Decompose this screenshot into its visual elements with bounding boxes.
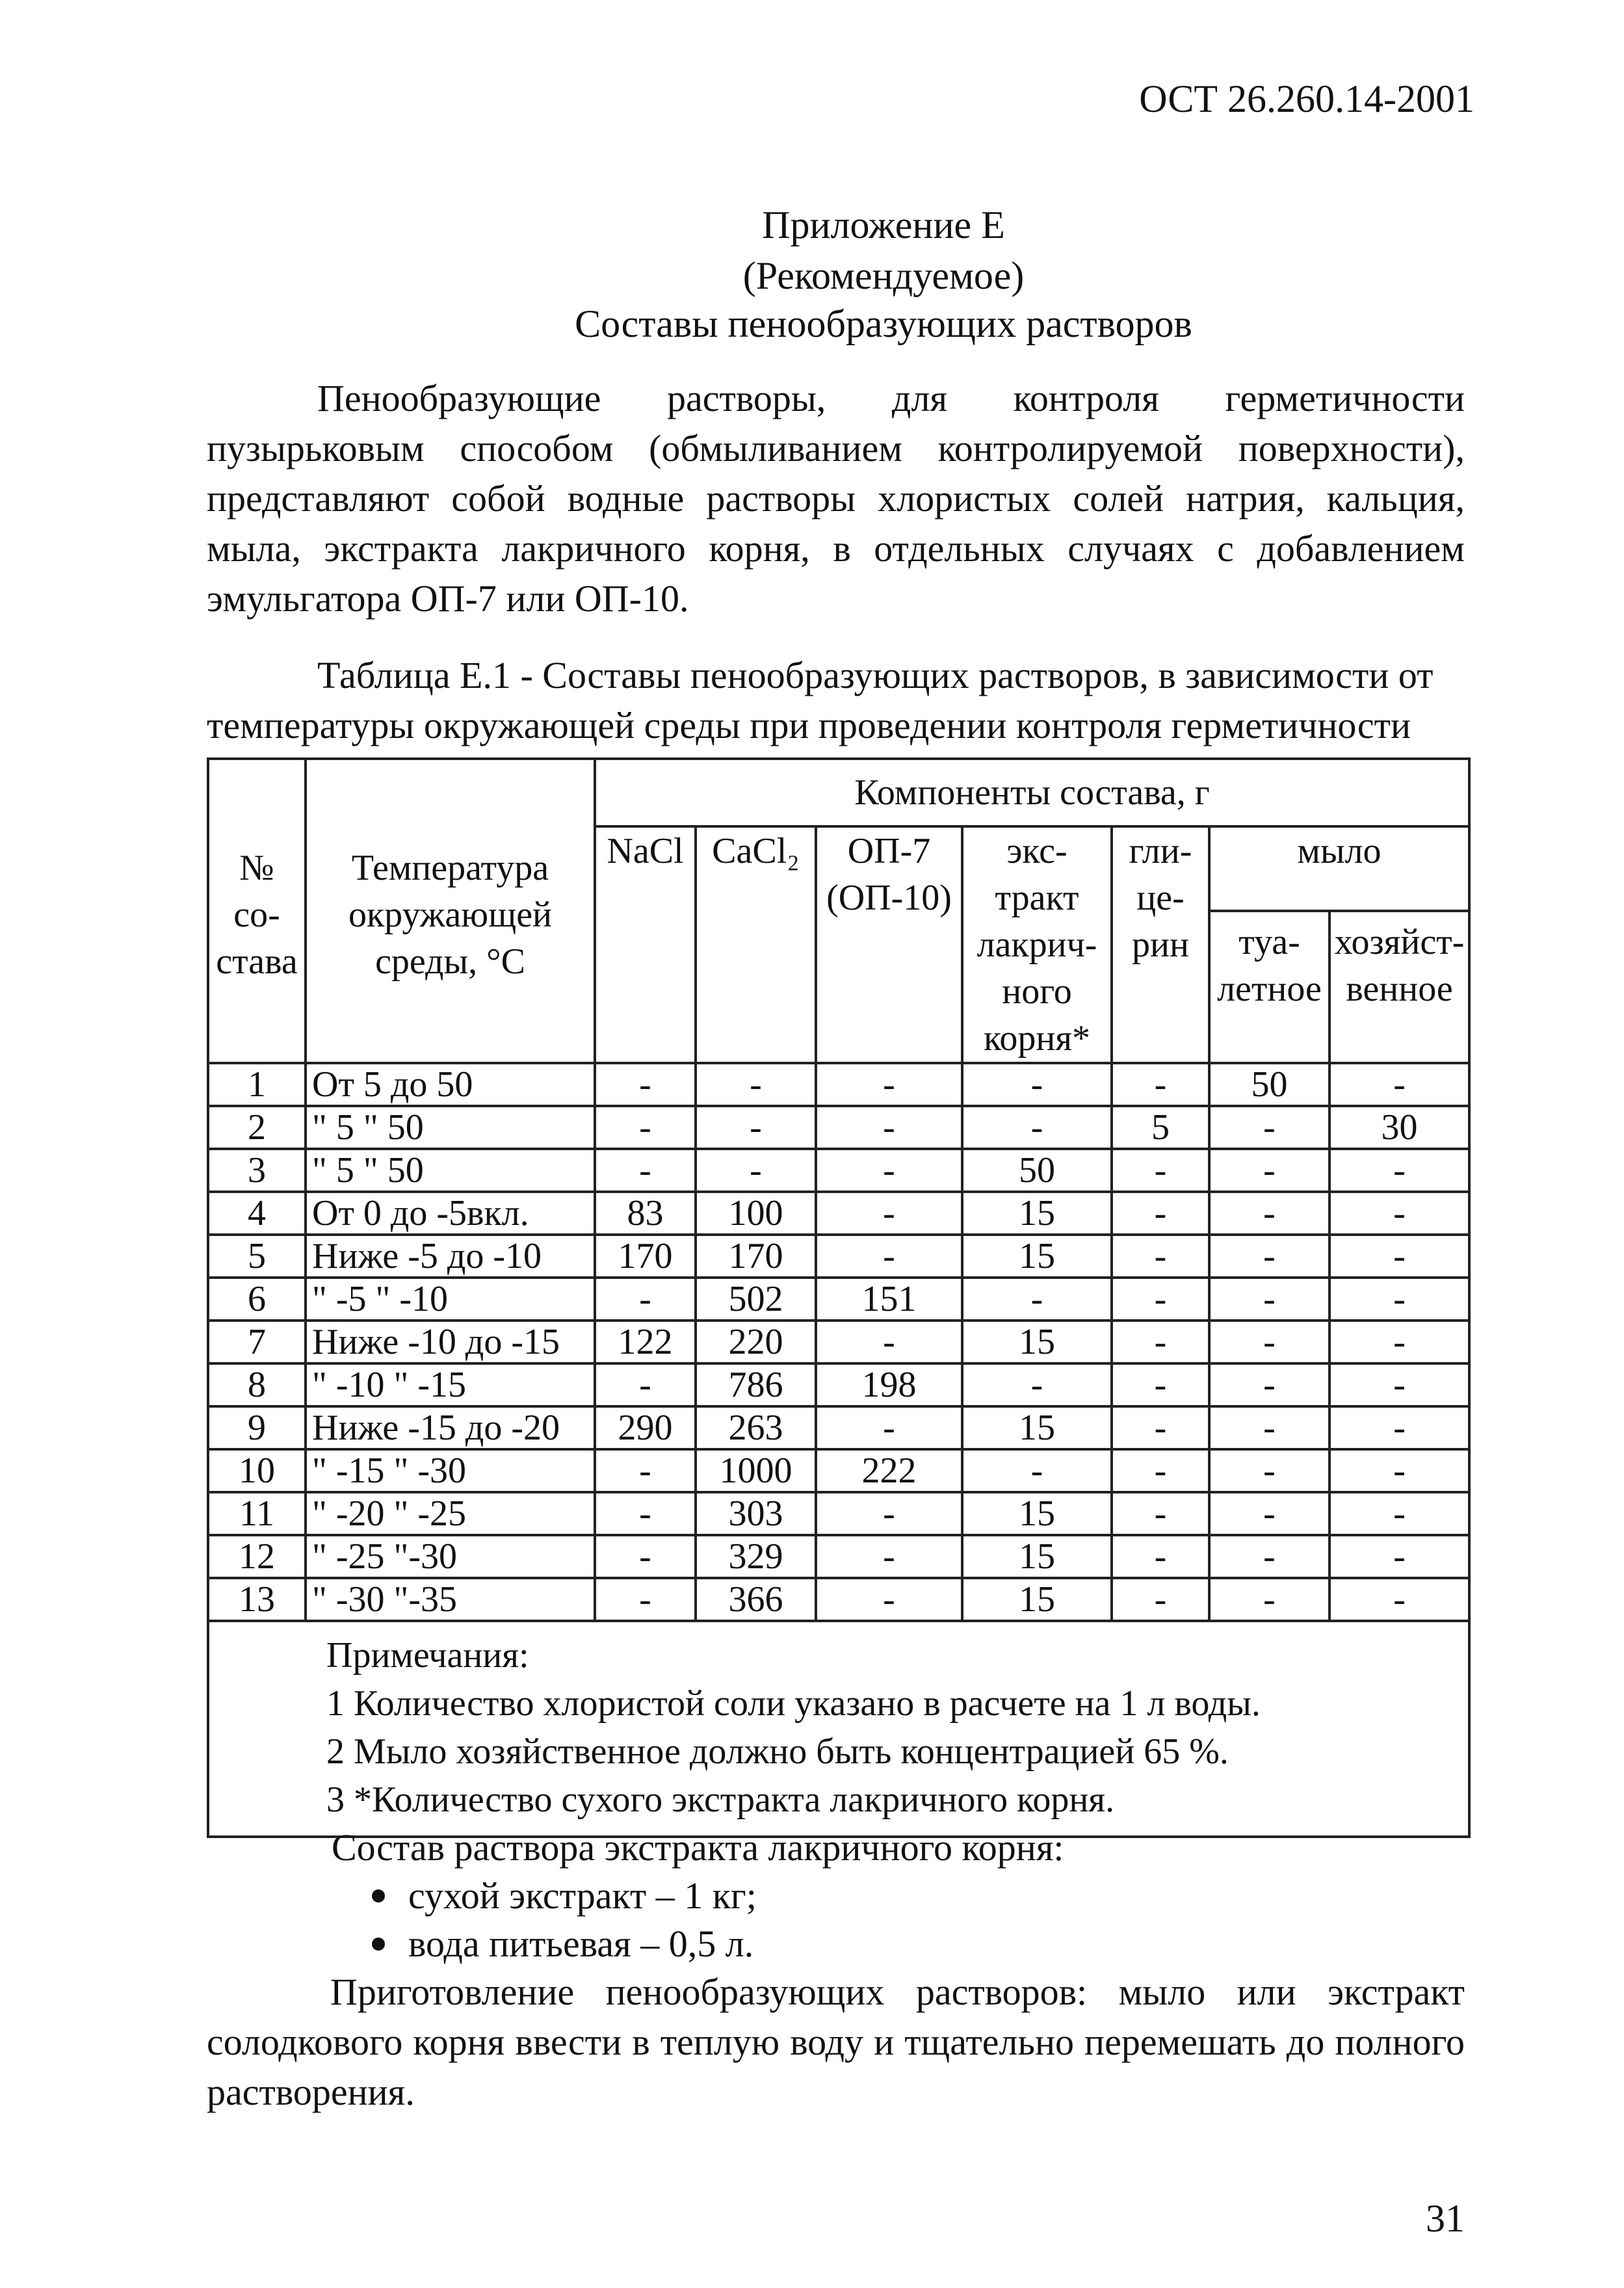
table-row	[208, 1449, 1469, 1492]
cell-temperature: Ниже -15 до -20	[306, 1406, 595, 1449]
cell-nacl: -	[595, 1535, 696, 1578]
notes-title: Примечания:	[326, 1635, 529, 1676]
cell-soap-toilet: -	[1209, 1321, 1329, 1363]
cell-op: -	[816, 1106, 962, 1149]
cell-cacl2: 329	[696, 1535, 816, 1578]
cell-nacl: -	[595, 1363, 696, 1406]
cell-op: -	[816, 1406, 962, 1449]
cell-extract: 15	[962, 1235, 1112, 1278]
cell-cacl2: 170	[696, 1235, 816, 1278]
cell-soap-household: -	[1329, 1449, 1469, 1492]
cell-cacl2: 1000	[696, 1449, 816, 1492]
cell-cacl2: 502	[696, 1278, 816, 1321]
cell-cacl2: 100	[696, 1192, 816, 1235]
cell-soap-household: 30	[1329, 1106, 1469, 1149]
cell-soap-household: -	[1329, 1149, 1469, 1192]
table-row	[208, 1492, 1469, 1535]
cell-number: 12	[208, 1535, 306, 1578]
cell-extract: 15	[962, 1535, 1112, 1578]
cell-temperature: " -20 " -25	[306, 1492, 595, 1535]
table-row	[208, 1321, 1469, 1363]
cell-soap-toilet: -	[1209, 1106, 1329, 1149]
note-1: 1 Количество хлористой соли указано в расчете на 1 л воды.	[326, 1683, 1261, 1724]
table-row	[208, 1235, 1469, 1278]
cell-number: 3	[208, 1149, 306, 1192]
appendix-status: (Рекомендуемое)	[742, 254, 1025, 297]
cell-soap-toilet: -	[1209, 1149, 1329, 1192]
cell-op: -	[816, 1192, 962, 1235]
cell-extract: 15	[962, 1192, 1112, 1235]
document-code: ОСТ 26.260.14-2001	[1139, 77, 1474, 120]
header-soap-household: хозяйст-венное	[1329, 911, 1469, 1063]
cell-extract: 15	[962, 1321, 1112, 1363]
table-row	[208, 1106, 1469, 1149]
page-number: 31	[1426, 2197, 1465, 2240]
cell-nacl: 290	[595, 1406, 696, 1449]
cell-number: 5	[208, 1235, 306, 1278]
cell-cacl2: -	[696, 1149, 816, 1192]
cell-soap-toilet: -	[1209, 1192, 1329, 1235]
cell-soap-household: -	[1329, 1235, 1469, 1278]
cell-soap-household: -	[1329, 1406, 1469, 1449]
table-row	[208, 1363, 1469, 1406]
cell-soap-household: -	[1329, 1063, 1469, 1106]
preparation-paragraph: Приготовление пенообразующих растворов: мыло или экстракт солодкового корня ввести в теплую воду и тщательно перемешать до полного растворения.	[207, 1971, 1465, 2113]
cell-soap-household: -	[1329, 1492, 1469, 1535]
cell-glycerin: -	[1112, 1149, 1209, 1192]
cell-temperature: От 0 до -5вкл.	[306, 1192, 595, 1235]
cell-nacl: 122	[595, 1321, 696, 1363]
cell-number: 7	[208, 1321, 306, 1363]
cell-glycerin: -	[1112, 1192, 1209, 1235]
table-row	[208, 1406, 1469, 1449]
header-op: ОП-7 (ОП-10)	[816, 826, 962, 1063]
cell-cacl2: 303	[696, 1492, 816, 1535]
cell-glycerin: -	[1112, 1235, 1209, 1278]
cell-cacl2: 366	[696, 1578, 816, 1621]
cell-op: -	[816, 1535, 962, 1578]
extract-item-water: вода питьевая – 0,5 л.	[408, 1923, 754, 1965]
cell-temperature: " -5 " -10	[306, 1278, 595, 1321]
cell-number: 10	[208, 1449, 306, 1492]
bullet-icon	[372, 1889, 385, 1902]
cell-nacl: -	[595, 1149, 696, 1192]
cell-extract: -	[962, 1363, 1112, 1406]
cell-soap-household: -	[1329, 1278, 1469, 1321]
cell-op: -	[816, 1063, 962, 1106]
cell-soap-toilet: 50	[1209, 1063, 1329, 1106]
cell-number: 8	[208, 1363, 306, 1406]
header-soap-toilet: туа-летное	[1209, 911, 1329, 1063]
cell-op: 198	[816, 1363, 962, 1406]
cell-nacl: -	[595, 1578, 696, 1621]
cell-op: -	[816, 1492, 962, 1535]
appendix-title: Приложение Е	[762, 204, 1005, 246]
cell-temperature: Ниже -5 до -10	[306, 1235, 595, 1278]
cell-glycerin: -	[1112, 1449, 1209, 1492]
cell-soap-toilet: -	[1209, 1406, 1329, 1449]
cell-op: 222	[816, 1449, 962, 1492]
cell-cacl2: 786	[696, 1363, 816, 1406]
composition-table	[207, 757, 1471, 1838]
cell-extract: -	[962, 1106, 1112, 1149]
intro-paragraph: Пенообразующие растворы, для контроля герметичности пузырьковым способом (обмыливанием контролируемой поверхности), представляют собой водные растворы хлористых солей натрия, кальция, мыла, экстракта лакричного корня, в отдельных случаях с добавлением эмульгатора ОП-7 или ОП-10.	[207, 377, 1465, 620]
header-cacl2: CaCl₂	[696, 826, 816, 1063]
header-components-group: Компоненты состава, г	[595, 759, 1469, 826]
table-row	[208, 1578, 1469, 1621]
cell-op: -	[816, 1235, 962, 1278]
note-2: 2 Мыло хозяйственное должно быть концентрацией 65 %.	[326, 1731, 1229, 1772]
cell-nacl: -	[595, 1449, 696, 1492]
cell-extract: -	[962, 1278, 1112, 1321]
cell-glycerin: -	[1112, 1578, 1209, 1621]
cell-soap-toilet: -	[1209, 1578, 1329, 1621]
cell-glycerin: -	[1112, 1535, 1209, 1578]
cell-soap-toilet: -	[1209, 1363, 1329, 1406]
cell-glycerin: 5	[1112, 1106, 1209, 1149]
cell-glycerin: -	[1112, 1278, 1209, 1321]
cell-number: 1	[208, 1063, 306, 1106]
header-temperature: Температура окружающей среды, °С	[306, 759, 595, 1063]
header-soap: мыло	[1209, 826, 1469, 911]
cell-nacl: -	[595, 1278, 696, 1321]
cell-op: -	[816, 1578, 962, 1621]
cell-glycerin: -	[1112, 1063, 1209, 1106]
cell-nacl: -	[595, 1106, 696, 1149]
cell-cacl2: 263	[696, 1406, 816, 1449]
cell-nacl: -	[595, 1063, 696, 1106]
cell-soap-toilet: -	[1209, 1278, 1329, 1321]
cell-nacl: 170	[595, 1235, 696, 1278]
cell-op: -	[816, 1149, 962, 1192]
cell-cacl2: 220	[696, 1321, 816, 1363]
table-row	[208, 1063, 1469, 1106]
table-row	[208, 1192, 1469, 1235]
cell-soap-household: -	[1329, 1321, 1469, 1363]
table-row	[208, 1149, 1469, 1192]
cell-glycerin: -	[1112, 1363, 1209, 1406]
cell-temperature: Ниже -10 до -15	[306, 1321, 595, 1363]
cell-soap-household: -	[1329, 1192, 1469, 1235]
cell-soap-toilet: -	[1209, 1535, 1329, 1578]
cell-extract: -	[962, 1063, 1112, 1106]
appendix-subject: Составы пенообразующих растворов	[575, 302, 1192, 345]
cell-temperature: От 5 до 50	[306, 1063, 595, 1106]
list-item	[332, 1872, 1064, 1920]
cell-temperature: " -30 "-35	[306, 1578, 595, 1621]
cell-soap-toilet: -	[1209, 1235, 1329, 1278]
cell-extract: 15	[962, 1406, 1112, 1449]
cell-nacl: 83	[595, 1192, 696, 1235]
cell-number: 2	[208, 1106, 306, 1149]
cell-extract: 15	[962, 1578, 1112, 1621]
extract-composition	[332, 1824, 1064, 1968]
cell-soap-household: -	[1329, 1363, 1469, 1406]
cell-temperature: " 5 " 50	[306, 1149, 595, 1192]
cell-extract: 50	[962, 1149, 1112, 1192]
cell-temperature: " -10 " -15	[306, 1363, 595, 1406]
list-item	[332, 1920, 1064, 1968]
extract-item-dry: сухой экстракт – 1 кг;	[408, 1874, 757, 1917]
cell-temperature: " -25 "-30	[306, 1535, 595, 1578]
table-caption: Таблица Е.1 - Составы пенообразующих растворов, в зависимости от температуры окружающей среды при проведении контроля герметичности	[207, 654, 1434, 746]
cell-soap-toilet: -	[1209, 1449, 1329, 1492]
cell-soap-household: -	[1329, 1535, 1469, 1578]
table-row	[208, 1535, 1469, 1578]
cell-glycerin: -	[1112, 1321, 1209, 1363]
cell-cacl2: -	[696, 1106, 816, 1149]
cell-number: 11	[208, 1492, 306, 1535]
cell-op: 151	[816, 1278, 962, 1321]
cell-number: 13	[208, 1578, 306, 1621]
cell-temperature: " -15 " -30	[306, 1449, 595, 1492]
cell-temperature: " 5 " 50	[306, 1106, 595, 1149]
table-body	[208, 1063, 1469, 1621]
header-glycerin: гли-це-рин	[1112, 826, 1209, 1063]
cell-number: 4	[208, 1192, 306, 1235]
cell-glycerin: -	[1112, 1492, 1209, 1535]
note-3: 3 *Количество сухого экстракта лакричного корня.	[326, 1780, 1115, 1820]
cell-extract: 15	[962, 1492, 1112, 1535]
cell-cacl2: -	[696, 1063, 816, 1106]
table-row	[208, 1278, 1469, 1321]
cell-soap-household: -	[1329, 1578, 1469, 1621]
cell-nacl: -	[595, 1492, 696, 1535]
cell-glycerin: -	[1112, 1406, 1209, 1449]
header-licorice-extract: экс-тракт лакрич-ного корня*	[962, 826, 1112, 1063]
table-notes	[208, 1621, 1469, 1837]
cell-number: 6	[208, 1278, 306, 1321]
bullet-icon	[372, 1938, 385, 1951]
cell-extract: -	[962, 1449, 1112, 1492]
cell-op: -	[816, 1321, 962, 1363]
header-nacl: NaCl	[595, 826, 696, 1063]
cell-number: 9	[208, 1406, 306, 1449]
header-composition-number: № со-става	[208, 759, 306, 1063]
extract-title: Состав раствора экстракта лакричного корня:	[332, 1826, 1064, 1869]
cell-soap-toilet: -	[1209, 1492, 1329, 1535]
